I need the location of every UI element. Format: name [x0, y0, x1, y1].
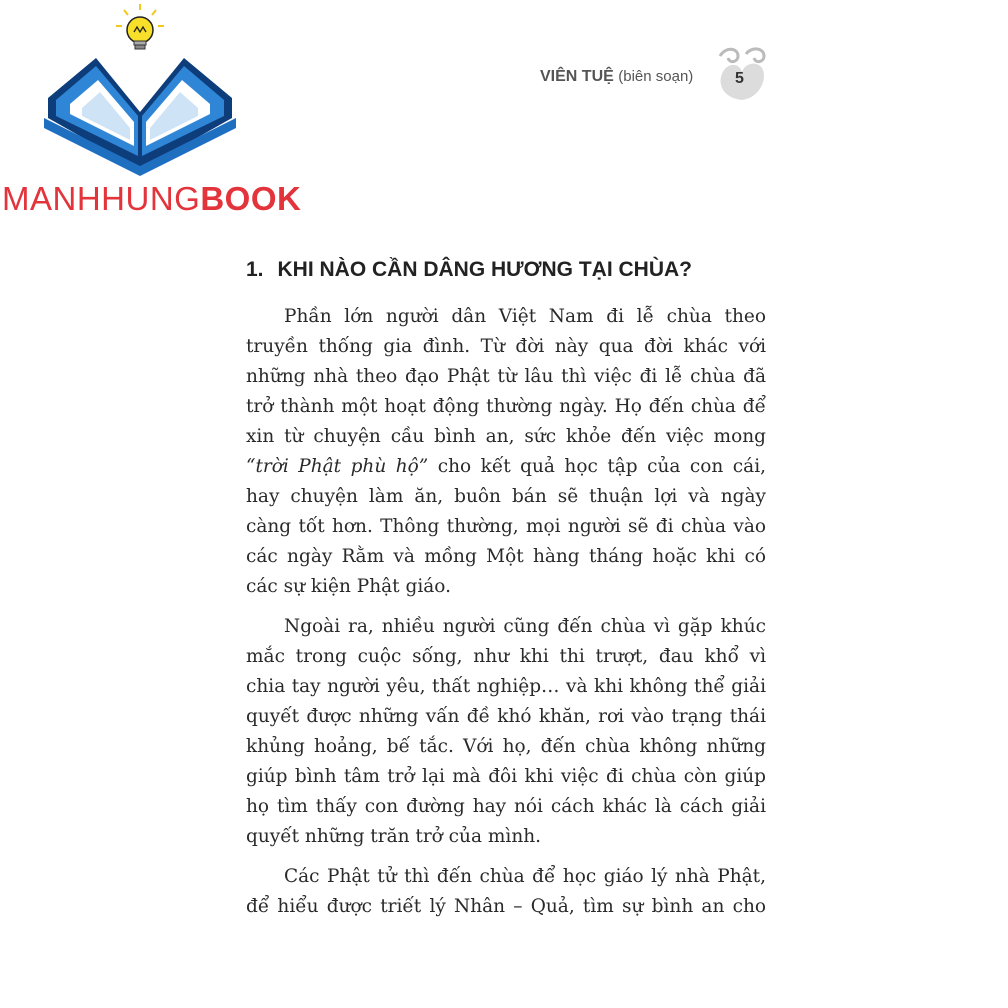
page-number: 5	[735, 70, 744, 87]
paragraph-2	[246, 612, 766, 852]
text-line-mixed	[246, 452, 766, 482]
paragraph-3	[246, 862, 766, 922]
text-line: các ngày Rằm và mồng Một hàng tháng hoặc khi có	[246, 546, 766, 567]
text-line: hay chuyện làm ăn, buôn bán sẽ thuận lợi và ngày	[246, 486, 766, 507]
text-line: Các Phật tử thì đến chùa để học giáo lý nhà Phật,	[284, 866, 766, 887]
text-line: mắc trong cuộc sống, như khi thi trượt, đau khổ vì	[246, 646, 766, 667]
author-name: VIÊN TUỆ	[540, 68, 614, 85]
open-book-icon	[0, 0, 300, 180]
text-line: những nhà theo đạo Phật từ lâu thì việc đi lễ chùa đã	[246, 366, 766, 387]
italic-quote: “trời Phật phù hộ”	[246, 456, 429, 477]
running-header	[540, 68, 693, 86]
publisher-logo	[0, 0, 300, 230]
section-title: KHI NÀO CẦN DÂNG HƯƠNG TẠI CHÙA?	[277, 258, 692, 281]
text-line: các sự kiện Phật giáo.	[246, 576, 451, 597]
section-heading	[246, 258, 766, 282]
brand-name-part1: MANHHUNG	[2, 180, 201, 217]
lightbulb-icon	[116, 4, 164, 49]
text-line: trở thành một hoạt động thường ngày. Họ đến chùa để	[246, 396, 766, 417]
text-line: truyền thống gia đình. Từ đời này qua đời khác với	[246, 336, 766, 357]
text-line: xin từ chuyện cầu bình an, sức khỏe đến việc mong	[246, 426, 766, 447]
text-line: để hiểu được triết lý Nhân – Quả, tìm sự bình an cho	[246, 896, 766, 917]
text-line: càng tốt hơn. Thông thường, mọi người sẽ đi chùa vào	[246, 516, 766, 537]
paragraph-1	[246, 302, 766, 602]
text-line: quyết được những vấn đề khó khăn, rơi vào trạng thái	[246, 706, 766, 727]
page-content	[246, 258, 766, 932]
text-line: chia tay người yêu, thất nghiệp… và khi không thể giải	[246, 676, 766, 697]
text-line: giúp bình tâm trở lại mà đôi khi việc đi chùa còn giúp	[246, 766, 766, 787]
text-line: quyết những trăn trở của mình.	[246, 826, 542, 847]
text-line: họ tìm thấy con đường hay nói cách khác là cách giải	[246, 796, 766, 817]
text-line: khủng hoảng, bế tắc. Với họ, đến chùa không những	[246, 736, 766, 757]
text-line: Ngoài ra, nhiều người cũng đến chùa vì gặp khúc	[284, 616, 766, 637]
brand-name	[2, 180, 301, 218]
text-fragment: cho kết quả học tập của con cái,	[428, 456, 766, 477]
section-number: 1.	[246, 258, 264, 281]
brand-name-part2: BOOK	[200, 180, 302, 217]
text-line: Phần lớn người dân Việt Nam đi lễ chùa theo	[284, 306, 766, 327]
author-note: (biên soạn)	[618, 68, 694, 85]
